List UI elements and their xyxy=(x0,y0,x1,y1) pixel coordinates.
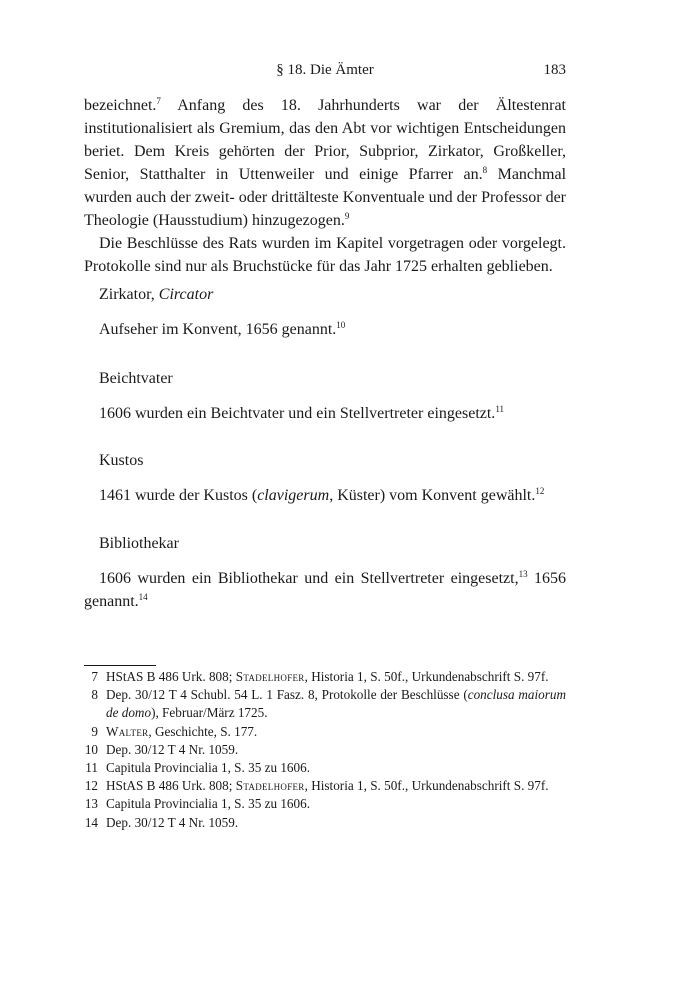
intro-text xyxy=(84,94,566,278)
footnote-10 xyxy=(84,741,566,759)
text-run: HStAS B 486 Urk. 808; xyxy=(106,778,236,794)
footnote-ref-7[interactable]: 7 xyxy=(156,96,161,106)
footnotes xyxy=(84,668,566,832)
author-name: Walter xyxy=(106,723,149,739)
footnote-number: 7 xyxy=(91,669,98,684)
text-run: 1656 genannt. xyxy=(84,570,567,610)
footnote-9 xyxy=(84,723,566,741)
footnote-ref-10[interactable]: 10 xyxy=(336,320,346,330)
running-title: § 18. Die Ämter xyxy=(276,62,374,78)
text-run: Anfang des 18. Jahrhunderts war der Ältestenrat institutionalisiert als Gremium, das den Abt vor wichtigen Entscheidungen beriet. Dem Kreis gehörten der Prior, Subprior, Zirkator, Großkeller, Senior, Statthalter in Uttenweiler und einige Pfarrer an. xyxy=(84,97,566,183)
latin-term: conclusa maiorum de domo xyxy=(106,687,566,721)
text-run: , Historia 1, S. 50f., Urkundenabschrift S. 97f. xyxy=(304,669,549,684)
footnote-8 xyxy=(84,686,566,722)
footnote-ref-8[interactable]: 8 xyxy=(482,165,488,175)
footnote-ref-11[interactable]: 11 xyxy=(495,404,504,414)
running-header xyxy=(84,62,566,82)
footnote-14 xyxy=(84,814,566,832)
text-run: , Historia 1, S. 50f., Urkundenabschrift S. 97f. xyxy=(304,778,549,794)
text-run: 1461 wurde der Kustos ( xyxy=(99,487,258,504)
section-text-zirkator xyxy=(84,318,566,341)
author-name: Stadelhofer xyxy=(235,778,305,794)
footnote-7 xyxy=(84,668,566,686)
section-title-zirkator xyxy=(99,283,213,306)
section-text-bibliothekar xyxy=(84,567,566,613)
paragraph-1 xyxy=(84,94,566,232)
footnote-ref-13[interactable]: 13 xyxy=(518,569,528,579)
footnote-11 xyxy=(84,759,566,777)
footnote-number: 14 xyxy=(84,814,98,830)
footnote-ref-9[interactable]: 9 xyxy=(344,211,350,221)
section-title-bibliothekar: Bibliothekar xyxy=(99,535,179,552)
footnote-13 xyxy=(84,795,566,813)
footnote-12 xyxy=(84,777,566,795)
text-run: Aufseher im Konvent, 1656 genannt. xyxy=(99,321,337,338)
footnote-divider xyxy=(84,665,156,666)
text-run: Dep. 30/12 T 4 Nr. 1059. xyxy=(106,741,239,757)
text-run: bezeichnet. xyxy=(84,97,157,114)
text-run: 1606 wurden ein Beichtvater und ein Stellvertreter eingesetzt. xyxy=(99,405,496,422)
section-text-kustos xyxy=(84,484,566,507)
text-run: HStAS B 486 Urk. 808; xyxy=(106,669,236,684)
text-run: , Küster) vom Konvent gewählt. xyxy=(329,487,536,504)
text-run: Manchmal wurden auch der zweit- oder drittälteste Konventuale und der Professor der Theologie (Hausstudium) hinzugezogen. xyxy=(84,166,567,229)
text-run: Capitula Provincialia 1, S. 35 zu 1606. xyxy=(106,796,311,812)
footnote-number: 13 xyxy=(84,796,98,812)
footnote-ref-12[interactable]: 12 xyxy=(535,486,545,496)
author-name: Stadelhofer xyxy=(235,669,305,684)
text-run: 1606 wurden ein Bibliothekar und ein Stellvertreter eingesetzt, xyxy=(99,570,519,587)
footnote-ref-14[interactable]: 14 xyxy=(138,592,148,602)
page-number: 183 xyxy=(543,62,566,78)
section-title-kustos: Kustos xyxy=(99,452,144,469)
section-title-beichtvater: Beichtvater xyxy=(99,370,173,387)
text-run: ), Februar/März 1725. xyxy=(151,705,268,721)
footnote-number: 12 xyxy=(84,778,98,794)
section-text-beichtvater xyxy=(84,402,566,425)
title-italic: Circator xyxy=(158,286,214,303)
paragraph-2: Die Beschlüsse des Rats wurden im Kapitel vorgetragen oder vorgelegt. Protokolle sind nur als Bruchstücke für das Jahr 1725 erhalten geblieben. xyxy=(84,235,566,275)
text-run: , Geschichte, S. 177. xyxy=(148,723,258,739)
text-run: Dep. 30/12 T 4 Schubl. 54 L. 1 Fasz. 8, Protokolle der Beschlüsse ( xyxy=(106,687,468,703)
title-plain: Zirkator, xyxy=(99,286,159,303)
text-run: Dep. 30/12 T 4 Nr. 1059. xyxy=(106,814,239,830)
latin-term: clavigerum xyxy=(257,487,330,504)
footnote-number: 8 xyxy=(91,687,98,703)
text-run: Capitula Provincialia 1, S. 35 zu 1606. xyxy=(106,760,311,776)
footnote-number: 9 xyxy=(91,723,98,739)
footnote-number: 10 xyxy=(84,741,98,757)
footnote-number: 11 xyxy=(85,760,98,776)
